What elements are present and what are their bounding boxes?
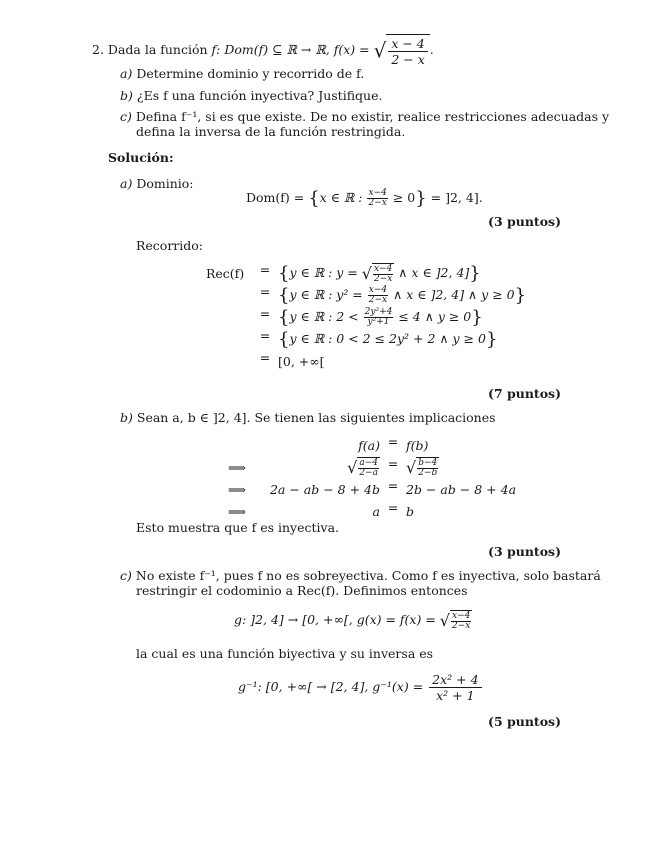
range-2-b: ∧ x ∈ ]2, 4] ∧ y ≥ 0 bbox=[393, 286, 515, 302]
solution-c bbox=[120, 568, 601, 584]
domain-set-open: x ∈ ℝ : bbox=[319, 190, 363, 205]
g-inverse-definition bbox=[238, 672, 484, 703]
g-def-text: g: ]2, 4] → [0, +∞[, g(x) = f(x) = bbox=[234, 612, 436, 627]
points-c: (5 puntos) bbox=[488, 714, 561, 729]
g-frac-num: x−4 bbox=[452, 611, 471, 621]
problem-fraction bbox=[388, 36, 427, 67]
item-c-label: c) bbox=[120, 109, 132, 124]
impl-1-lhs: f(a) bbox=[358, 437, 380, 453]
problem-intro: Dada la función bbox=[107, 42, 208, 57]
solution-b-text: Sean a, b ∈ ]2, 4]. Se tienen las siguientes implicaciones bbox=[136, 410, 496, 425]
solution-a-dominio bbox=[120, 176, 194, 192]
impl-eq-4: = bbox=[387, 500, 399, 515]
impl-eq-2: = bbox=[387, 456, 399, 471]
impl-row-1 bbox=[228, 434, 516, 456]
range-2-a: y ∈ ℝ : y² = bbox=[289, 286, 363, 302]
item-c-text-line1: Defina f⁻¹, si es que existe. De no existir, realice restricciones adecuadas y bbox=[135, 109, 610, 124]
range-row-4: = {y ∈ ℝ : 0 < 2 ≤ 2y² + 2 ∧ y ≥ 0} bbox=[206, 328, 526, 350]
problem-statement bbox=[92, 34, 434, 67]
impl-2-lhs-den: 2−a bbox=[359, 467, 378, 478]
range-eq-4: = bbox=[259, 328, 271, 343]
item-a-label: a) bbox=[120, 66, 133, 81]
item-b-label: b) bbox=[120, 88, 133, 103]
item-b-text: ¿Es f una función inyectiva? Justifique. bbox=[136, 88, 383, 103]
range-1-frac-den: 2−x bbox=[373, 273, 393, 284]
range-eq-3: = bbox=[259, 306, 271, 321]
range-1-sqrt: √ $\frac{x-4}{2-x}$ bbox=[361, 263, 393, 284]
impl-4-lhs: a bbox=[372, 503, 380, 519]
implies-arrow-4: ⟹ bbox=[228, 503, 246, 519]
range-3-frac-den: y²+1 bbox=[367, 316, 390, 327]
range-3-a: y ∈ ℝ : 2 < bbox=[289, 308, 359, 324]
injectivity-conclusion: Esto muestra que f es inyectiva. bbox=[136, 520, 340, 535]
item-a bbox=[120, 66, 364, 82]
impl-row-2: ⟹ √ $\frac{a-4}{2-a}$ = √ $\frac{b-4}{2-b}$ bbox=[228, 456, 438, 478]
range-1-b: ∧ x ∈ ]2, 4] bbox=[398, 264, 470, 280]
injectivity-derivation bbox=[228, 434, 516, 522]
problem-frac-num: x − 4 bbox=[388, 36, 427, 52]
range-derivation bbox=[206, 262, 526, 372]
range-3-frac-num: 2y²+4 bbox=[364, 306, 393, 317]
points-a1: (3 puntos) bbox=[488, 214, 561, 229]
g-inverse-num: 2x² + 4 bbox=[429, 672, 481, 688]
problem-sqrt: √ $\frac{x - 4}{2 - x}$ bbox=[374, 34, 430, 67]
points-b: (3 puntos) bbox=[488, 544, 561, 559]
impl-2-rhs-den: 2−b bbox=[418, 467, 438, 478]
problem-number: 2. bbox=[92, 42, 104, 57]
points-a2: (7 puntos) bbox=[488, 386, 561, 401]
range-4: y ∈ ℝ : 0 < 2 ≤ 2y² + 2 ∧ y ≥ 0 bbox=[289, 330, 486, 346]
domain-fraction bbox=[367, 189, 387, 208]
domain-rhs: = ]2, 4]. bbox=[430, 190, 483, 205]
range-5: [0, +∞[ bbox=[278, 353, 325, 369]
item-a-text: Determine dominio y recorrido de f. bbox=[136, 66, 365, 81]
domain-lhs: Dom(f) = bbox=[246, 190, 305, 205]
range-row-3: = {y ∈ ℝ : 2 < $\frac{\text{2y²+4}}{\text{y²+1}}$ ≤ 4 ∧ y ≥ 0} bbox=[206, 306, 526, 328]
domain-equation: Dom(f) = {x ∈ ℝ : $\frac{x-4}{2-x}$ ≥ 0} = ]2, 4]. bbox=[246, 188, 483, 209]
problem-function-def: f: Dom(f) ⊆ ℝ → ℝ, f(x) = bbox=[211, 42, 370, 57]
range-lhs: Rec(f) bbox=[206, 265, 245, 281]
impl-3-lhs: 2a − ab − 8 + 4b bbox=[269, 481, 380, 497]
range-1-frac-num: x−4 bbox=[373, 263, 393, 274]
impl-3-rhs: 2b − ab − 8 + 4a bbox=[406, 481, 517, 497]
item-b bbox=[120, 88, 382, 104]
range-eq-2: = bbox=[259, 284, 271, 299]
impl-eq-1: = bbox=[387, 434, 399, 449]
solution-a-label: a) bbox=[120, 176, 133, 191]
domain-set-close: ≥ 0 bbox=[392, 190, 416, 205]
range-2-frac-num: x−4 bbox=[368, 284, 388, 295]
problem-frac-den: 2 − x bbox=[391, 52, 425, 67]
domain-frac-den: 2−x bbox=[368, 198, 387, 208]
impl-eq-3: = bbox=[387, 478, 399, 493]
implies-arrow-2: ⟹ bbox=[228, 459, 246, 475]
dominio-label: Dominio: bbox=[136, 176, 194, 191]
domain-frac-num: x−4 bbox=[368, 188, 387, 198]
impl-row-3 bbox=[228, 478, 516, 500]
range-3-b: ≤ 4 ∧ y ≥ 0 bbox=[398, 308, 472, 324]
g-inverse-text: g⁻¹: [0, +∞[ → [2, 4], g⁻¹(x) = bbox=[238, 679, 424, 694]
implies-arrow-3: ⟹ bbox=[228, 481, 246, 497]
solution-c-text-line2: restringir el codominio a Rec(f). Definimos entonces bbox=[136, 583, 468, 598]
range-row-1: Rec(f) = {y ∈ ℝ : y = √ $\frac{x-4}{2-x}$ ∧ x ∈ ]2, 4]} bbox=[206, 262, 481, 284]
impl-4-rhs: b bbox=[406, 503, 415, 519]
range-eq-5: = bbox=[259, 350, 271, 365]
impl-row-4 bbox=[228, 500, 516, 522]
range-2-frac-den: 2−x bbox=[368, 294, 388, 305]
range-1-a: y ∈ ℝ : y = bbox=[289, 264, 358, 280]
range-eq-1: = bbox=[259, 262, 271, 277]
impl-2-rhs-num: b−4 bbox=[418, 457, 438, 468]
solution-c-label: c) bbox=[120, 568, 132, 583]
problem-period: . bbox=[429, 42, 434, 57]
solution-b-label: b) bbox=[120, 410, 133, 425]
impl-1-rhs: f(b) bbox=[406, 437, 429, 453]
g-inverse-den: x² + 1 bbox=[436, 688, 475, 703]
range-row-2: = {y ∈ ℝ : y² = $\frac{x-4}{2-x}$ ∧ x ∈ ]2, 4] ∧ y ≥ 0} bbox=[206, 284, 526, 306]
impl-2-lhs-num: a−4 bbox=[359, 457, 378, 468]
g-definition: g: ]2, 4] → [0, +∞[, g(x) = f(x) = √ $\frac{x-4}{2-x}$ bbox=[234, 611, 471, 631]
item-c-line2: defina la inversa de la función restringida. bbox=[136, 124, 406, 139]
solution-c-text-line1: No existe f⁻¹, pues f no es sobreyectiva. Como f es inyectiva, solo bastará bbox=[135, 568, 601, 583]
recorrido-label: Recorrido: bbox=[136, 238, 204, 253]
g-frac-den: 2−x bbox=[452, 621, 471, 631]
solution-c-text-line3: la cual es una función biyectiva y su inversa es bbox=[136, 646, 434, 661]
solution-title: Solución: bbox=[108, 150, 174, 165]
item-c bbox=[120, 109, 609, 125]
range-row-5 bbox=[206, 350, 526, 372]
solution-b bbox=[120, 410, 496, 426]
